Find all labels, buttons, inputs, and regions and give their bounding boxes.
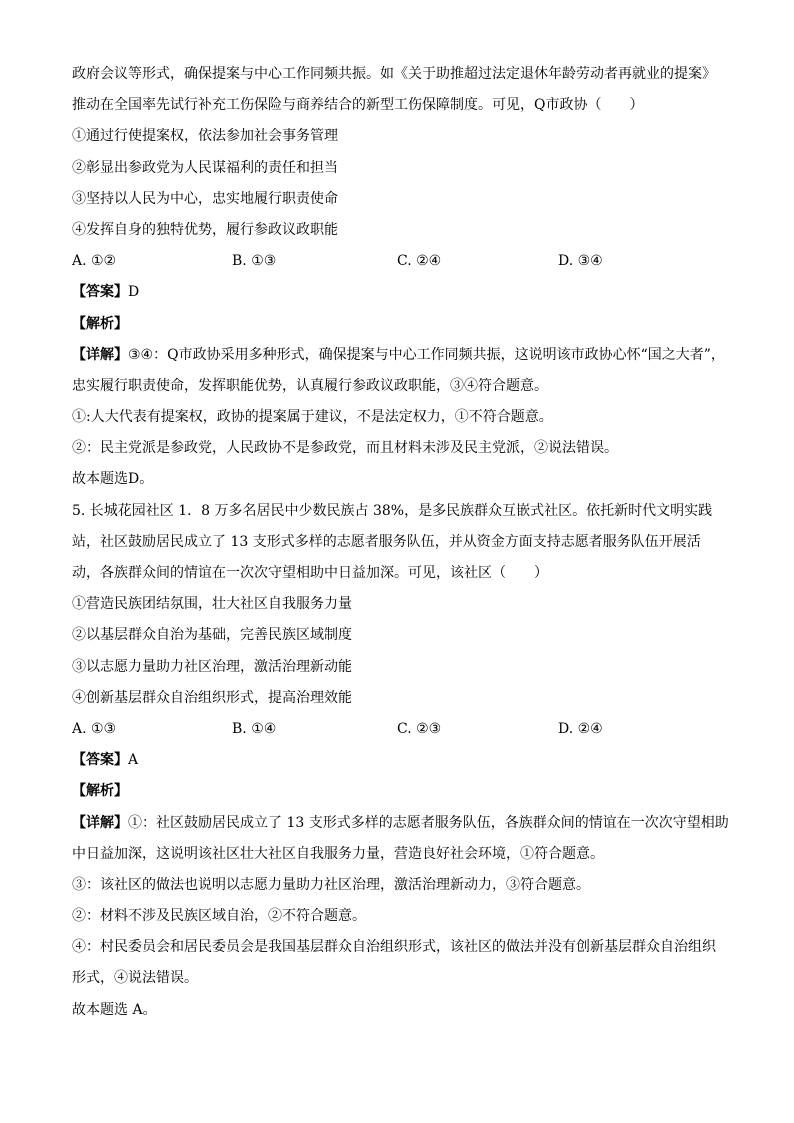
explanation-line: ②：民主党派是参政党，人民政协不是参政党，而且材料未涉及民主党派，②说法错误。 [72,440,618,457]
analysis-label: 【解析】 [72,315,128,332]
explanation-line: ②：材料不涉及民族区域自治，②不符合题意。 [72,908,366,925]
analysis-label: 【解析】 [72,783,128,800]
explanation-line: 忠实履行职责使命，发挥职能优势，认真履行参政议政职能，③④符合题意。 [72,377,548,394]
detail-label: 【详解】 [72,814,128,831]
statement-2: ②彰显出参政党为人民谋福利的责任和担当 [72,159,338,176]
question-stem-line: 动，各族群众间的情谊在一次次守望相助中日益加深。可见，该社区（ ） [72,565,548,581]
option-c: C. ②③ [397,720,442,737]
answer-label: 【答案】 [72,752,128,769]
option-a: A. ①③ [72,720,117,737]
explanation-line: 形式，④说法错误。 [72,970,198,987]
question-4 [72,59,754,496]
explanation-text: ③④：Q市政协采用多种形式，确保提案与中心工作同频共振，这说明该市政协心怀“国之大者”， [128,346,725,363]
explanation-line: ①:人大代表有提案权，政协的提案属于建议，不是法定权力，①不符合题意。 [72,409,553,426]
answer-value: A [128,752,139,769]
explanation-line: 中日益加深，这说明该社区壮大社区自我服务力量，营造良好社会环境，①符合题意。 [72,845,604,862]
options-row [72,246,754,277]
question-stem-line: 政府会议等形式，确保提案与中心工作同频共振。如《关于助推超过法定退休年龄劳动者再就业的提案》 [72,66,716,82]
option-d: D. ②④ [558,720,603,737]
options-row [72,714,754,745]
answer-line [72,745,754,776]
option-a: A. ①② [72,253,117,270]
answer-line [72,277,754,308]
statement-1: ①通过行使提案权，依法参加社会事务管理 [72,128,338,145]
statement-3: ③坚持以人民为中心，忠实地履行职责使命 [72,190,338,207]
question-stem-line: 站，社区鼓励居民成立了 13 支形式多样的志愿者服务队伍，并从资金方面支持志愿者服务队伍开展活 [72,533,701,550]
conclusion: 故本题选 A。 [72,1001,157,1018]
statement-3: ③以志愿力量助力社区治理，激活治理新动能 [72,658,352,675]
detail-label: 【详解】 [72,346,128,363]
option-c: C. ②④ [397,253,442,270]
option-d: D. ③④ [558,253,603,270]
explanation-line: ④：村民委员会和居民委员会是我国基层群众自治组织形式，该社区的做法并没有创新基层群众自治组织 [72,939,716,956]
statement-1: ①营造民族团结氛围，壮大社区自我服务力量 [72,596,352,613]
statement-4: ④发挥自身的独特优势，履行参政议政职能 [72,221,338,238]
question-stem-line: 5. 长城花园社区 1．8 万多名居民中少数民族占 38%，是多民族群众互嵌式社区。依托新时代文明实践 [72,502,713,519]
question-5 [72,496,754,1026]
explanation-line [72,808,754,839]
question-stem-line: 推动在全国率先试行补充工伤保险与商养结合的新型工伤保障制度。可见，Q市政协（ ） [72,97,644,114]
option-b: B. ①③ [232,253,277,270]
statement-2: ②以基层群众自治为基础，完善民族区域制度 [72,627,352,644]
explanation-line [72,340,754,371]
answer-value: D [128,284,140,301]
option-b: B. ①④ [232,720,277,737]
conclusion: 故本题选D。 [72,471,154,488]
statement-4: ④创新基层群众自治组织形式，提高治理效能 [72,689,352,706]
answer-label: 【答案】 [72,284,128,301]
explanation-text: ①：社区鼓励居民成立了 13 支形式多样的志愿者服务队伍，各族群众间的情谊在一次次守望相助 [128,814,729,831]
explanation-line: ③：该社区的做法也说明以志愿力量助力社区治理，激活治理新动力，③符合题意。 [72,876,590,893]
